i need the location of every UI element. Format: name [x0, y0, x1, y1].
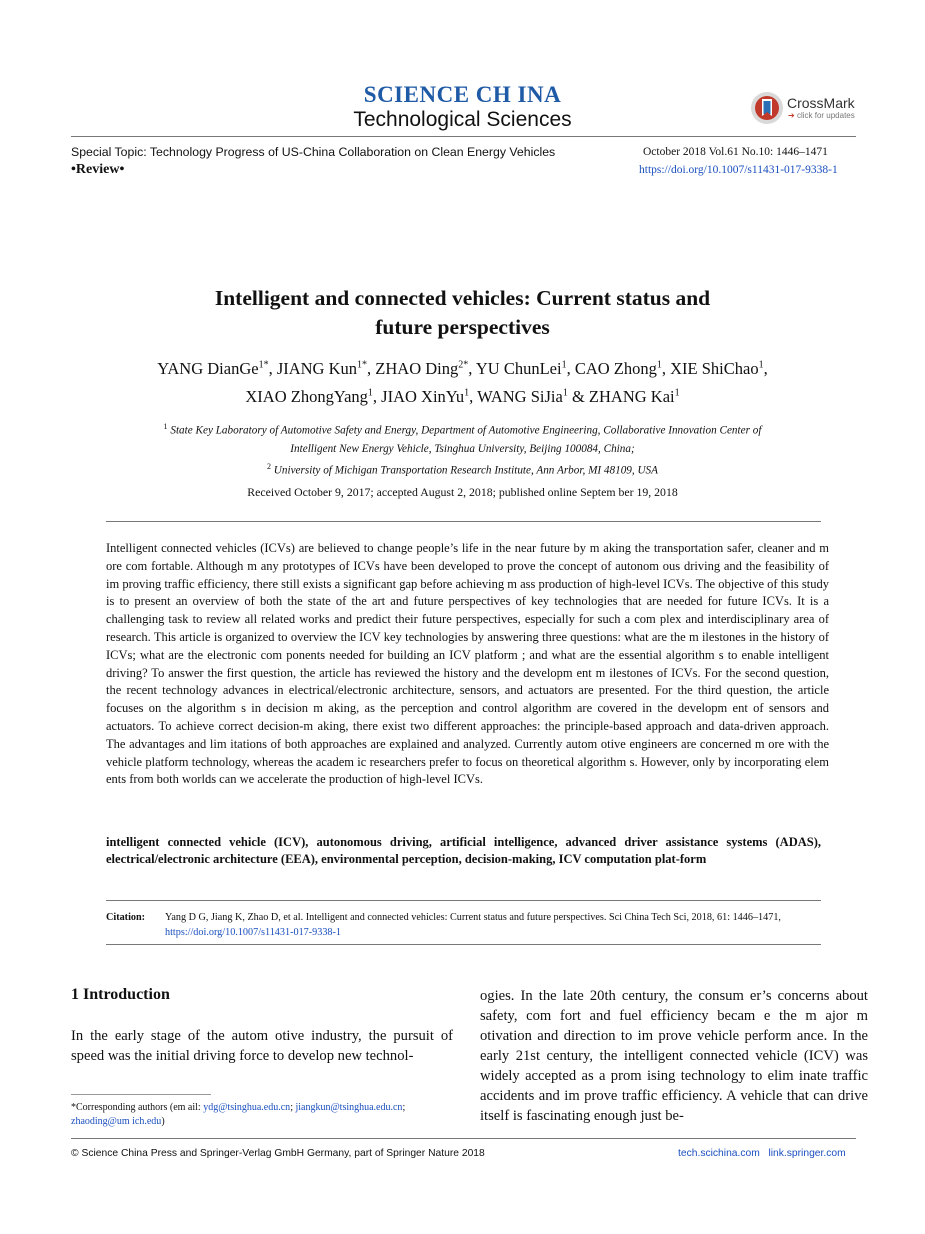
body-right-column: ogies. In the late 20th century, the consum er’s concerns about safety, com fort and fuel efficiency becam e the m ajor m otivation and direction to im prove vehicle perform ance. In the early 21st century, the intelligent connected vehicle (ICV) was widely accepted as a prom ising technology to elim inate traffic accidents and im prove traffic efficiency. A vehicle that can drive itself is fascinating enough just be- [480, 988, 868, 1124]
scichina-link[interactable]: tech.scichina.com [678, 1148, 760, 1159]
email-link[interactable]: ydg@tsinghua.edu.cn [203, 1102, 291, 1113]
author: ZHAO Ding$^{2*}$, [375, 358, 476, 378]
author: XIE ShiChao$^1$, [670, 358, 768, 378]
author: WANG SiJia$^1$ & [477, 387, 589, 406]
springer-link[interactable]: link.springer.com [768, 1148, 846, 1159]
author: XIAO ZhongYang$^1$, [245, 387, 382, 406]
author: CAO Zhong$^1$, [574, 358, 671, 378]
title-line-1: Intelligent and connected vehicles: Current status and [214, 286, 711, 310]
email-link[interactable]: jiangkun@tsinghua.edu.cn [295, 1102, 403, 1113]
citation-top-divider [106, 900, 821, 901]
corresponding-footnote: *Corresponding authors (em ail: ydg@tsinghua.edu.cn; jiangkun@tsinghua.edu.cn; zhaoding@um ich.edu) [71, 1102, 406, 1127]
title-line-2: future perspectives [375, 315, 550, 339]
arrow-icon: ➔ [788, 111, 795, 120]
received-dates: Received October 9, 2017; accepted August 2, 2018; published online Septem ber 19, 2018 [247, 485, 678, 499]
special-topic: Special Topic: Technology Progress of US-China Collaboration on Clean Energy Vehicles [71, 145, 556, 159]
footer-links [678, 1148, 846, 1159]
author: ZHANG Kai$^1$ [588, 387, 680, 406]
body-left-column: In the early stage of the autom otive industry, the pursuit of speed was the initial driving force to develop new technol- [71, 1028, 453, 1064]
footer-divider [71, 1138, 856, 1139]
affiliation-1: $^1$ State Key Laboratory of Automotive Safety and Energy, Department of Automotive Engineering, Collaborative Innovation Center of [163, 422, 762, 437]
article-title [0, 284, 925, 342]
doi-link[interactable]: https://doi.org/10.1007/s11431-017-9338-1 [639, 164, 838, 176]
citation-label: Citation: [106, 912, 146, 923]
affiliation-2: $^2$ University of Michigan Transportation Research Institute, Ann Arbor, MI 48109, USA [267, 461, 658, 477]
section-heading: 1 Introduction [71, 986, 170, 1003]
article-type: •Review• [71, 162, 125, 177]
keywords: intelligent connected vehicle (ICV), autonomous driving, artificial intelligence, advanced driver assistance systems (ADAS), electrical/electronic architecture (EEA), environmental perception, decision-making, ICV computation plat-form [106, 835, 821, 866]
header-divider [71, 136, 856, 137]
crossmark-title: CrossMark [787, 95, 855, 111]
author: JIAO XinYu$^1$, [381, 387, 478, 406]
footnote-divider [71, 1094, 211, 1095]
abstract-top-divider [106, 521, 821, 522]
abstract: Intelligent connected vehicles (ICVs) are believed to change people’s life in the near future by m aking the transportation safer, cleaner and m ore com fortable. Although m any prototypes of ICVs have been developed to prove the concept of autonom ous driving and the feasibility of im proving traffic efficiency, there still exists a significant gap before achieving m ass production of high-level ICVs. The objective of this study is to present an overview of both the state of the art and future perspectives of key technologies that are needed for future ICVs. It is a challenging task to review all related works and predict their future perspectives, especially for such a com plex and interdisciplinary area of research. This article is organized to overview the ICV key technologies by answering three questions: what are the m ilestones in the history of ICVs; what are the electronic com ponents needed for building an ICV platform ; and what are the essential algorithm s to enable intelligent driving? To answer the first question, the article has reviewed the history and the developm ent m ilestones of ICVs. For the second question, the recent technology advances in electrical/electronic architecture, sensors, and actuators are presented. For the third question, the article focuses on the algorithm s in decision m aking, as the perception and control algorithm are covered in the developm ent of sensors and actuators. To achieve correct decision-m aking, there exist two different approaches: the principle-based approach and data-driven approach. The advantages and lim itations of both approaches are explained and analyzed. Currently autom otive engineers are concerned m ore with the vehicle platform technology, whereas the academ ic researchers prefer to focus on theoretical algorithm s. However, only by incorporating elem ents from both worlds can we accelerate the production of high-level ICVs. [106, 541, 829, 787]
citation-doi-link[interactable]: https://doi.org/10.1007/s11431-017-9338-1 [165, 927, 342, 938]
author: YU ChunLei$^1$, [475, 358, 575, 378]
citation-text: Yang D G, Jiang K, Zhao D, et al. Intelligent and connected vehicles: Current status and future perspectives. Sci China Tech Sci, 2018, 61: 1446–1471, https://doi.org/10.1007/s11431-017-9338-1 [165, 912, 781, 938]
journal-subtitle: Technological Sciences [353, 108, 572, 131]
issue-info: October 2018 Vol.61 No.10: 1446–1471 [643, 146, 828, 158]
email-link[interactable]: zhaoding@um ich.edu [71, 1116, 162, 1127]
copyright: © Science China Press and Springer-Verlag GmbH Germany, part of Springer Nature 2018 [71, 1148, 485, 1159]
author: JIANG Kun$^{1*}$, [276, 358, 376, 378]
author-list [60, 352, 865, 409]
affiliation-1-cont: Intelligent New Energy Vehicle, Tsinghua University, Beijing 100084, China; [290, 442, 635, 455]
journal-name: SCIENCE CH INA [363, 82, 562, 107]
crossmark-badge[interactable] [750, 91, 860, 127]
citation-bottom-divider [106, 944, 821, 945]
crossmark-subtitle: ➔ click for updates [788, 111, 855, 120]
author: YANG DianGe$^{1*}$, [157, 358, 277, 378]
affiliations [100, 418, 825, 479]
crossmark-icon [750, 91, 784, 125]
